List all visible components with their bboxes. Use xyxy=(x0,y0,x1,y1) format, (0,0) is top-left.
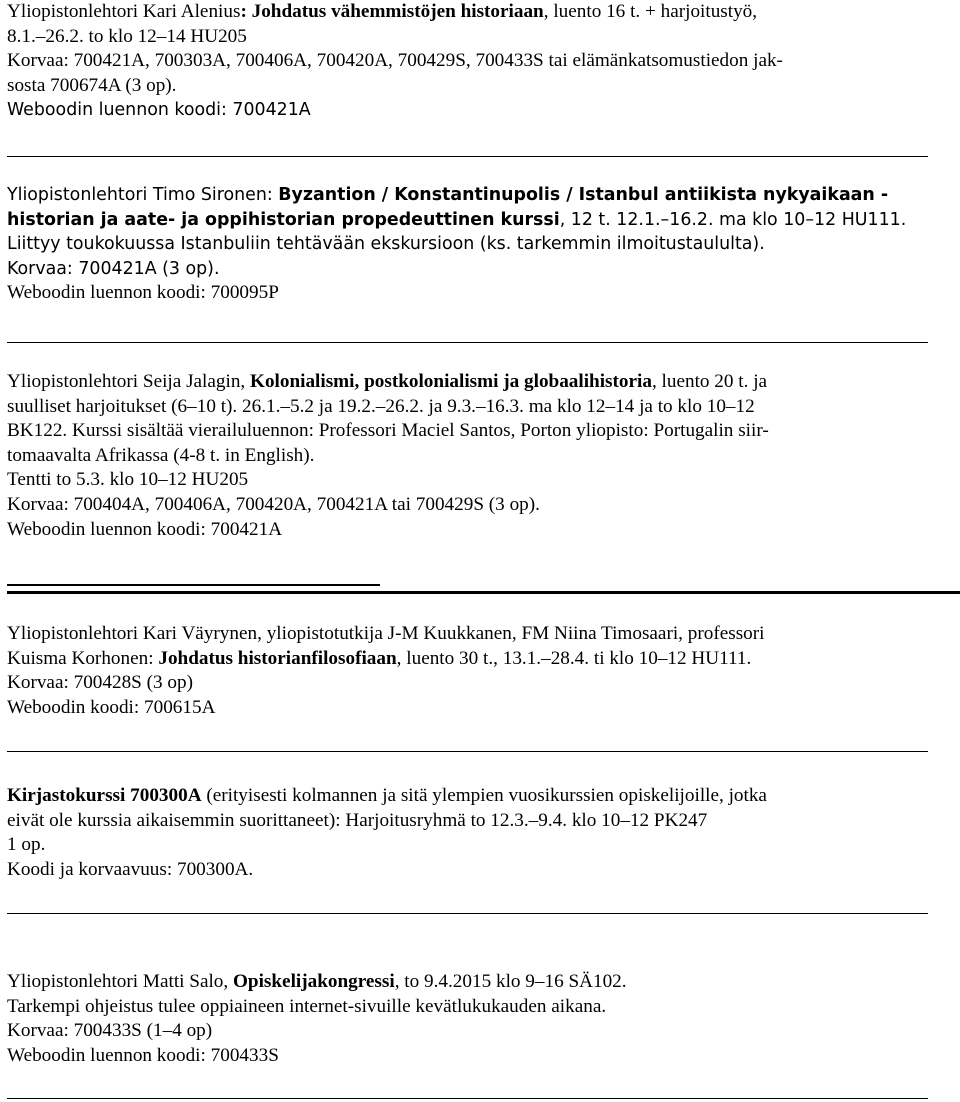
course-title: Johdatus historianfilosofiaan xyxy=(158,647,397,669)
entry-line: Yliopistonlehtori Kari Väyrynen, yliopistotutkija J-M Kuukkanen, FM Niina Timosaari, professori xyxy=(7,623,765,644)
entry-line: Korvaa: 700433S (1–4 op) xyxy=(7,1020,213,1042)
entry-line: Yliopistonlehtori Timo Sironen: Byzantion / Konstantinupolis / Istanbul antiikista nykyaikaan - xyxy=(7,185,889,205)
entry-line: Korvaa: 700421A (3 op). xyxy=(7,258,220,279)
weboodi-code: Weboodin luennon koodi: 700095P xyxy=(7,282,279,304)
entry-line: Kirjastokurssi 700300A (erityisesti kolmannen ja sitä ylempien vuosikurssien opiskelijoille, jotka xyxy=(7,785,767,806)
course-title: Kirjastokurssi 700300A xyxy=(7,785,202,806)
entry-line: Liittyy toukokuussa Istanbuliin tehtävään ekskursioon (ks. tarkemmin ilmoitustaululta). xyxy=(7,234,765,255)
course-title: historian ja aate- ja oppihistorian propedeuttinen kurssi xyxy=(7,209,560,230)
entry-line: 8.1.–26.2. to klo 12–14 HU205 xyxy=(7,25,247,47)
course-entry-vayrynen xyxy=(7,622,957,720)
entry-line: BK122. Kurssi sisältää vierailuluennon: Professori Maciel Santos, Porton yliopisto: Portugalin siir- xyxy=(7,420,769,442)
entry-line: Kuisma Korhonen: Johdatus historianfilosofiaan, luento 30 t., 13.1.–28.4. ti klo 10–12 HU111. xyxy=(7,647,752,669)
course-title: Opiskelijakongressi xyxy=(232,971,395,992)
course-title: Kolonialismi, postkolonialismi ja globaalihistoria xyxy=(250,371,652,392)
course-title: Byzantion / Konstantinupolis / Istanbul antiikista nykyaikaan - xyxy=(278,185,889,205)
separator-rule xyxy=(7,913,928,914)
separator-rule xyxy=(7,342,928,343)
weboodi-code: Weboodin luennon koodi: 700421A xyxy=(7,518,283,540)
entry-line: Koodi ja korvaavuus: 700300A. xyxy=(7,858,254,880)
entry-line: tomaavalta Afrikassa (4-8 t. in English). xyxy=(7,444,315,466)
course-entry-jalagin xyxy=(7,370,957,542)
weboodi-code: Weboodin koodi: 700615A xyxy=(7,696,216,718)
entry-line: sosta 700674A (3 op). xyxy=(7,74,177,96)
separator-rule xyxy=(7,584,380,586)
course-entry-kirjastokurssi xyxy=(7,784,957,882)
course-title: : Johdatus vähemmistöjen historiaan xyxy=(240,1,544,22)
entry-line: Yliopistonlehtori Matti Salo, Opiskelijakongressi, to 9.4.2015 klo 9–16 SÄ102. xyxy=(7,971,627,992)
course-entry-salo xyxy=(7,970,957,1068)
entry-line: 1 op. xyxy=(7,834,46,856)
entry-line: Yliopistonlehtori Seija Jalagin, Kolonialismi, postkolonialismi ja globaalihistoria, luento 20 t. ja xyxy=(7,371,768,392)
weboodi-code: Weboodin luennon koodi: 700433S xyxy=(7,1044,279,1066)
entry-line: eivät ole kurssia aikaisemmin suorittaneet): Harjoitusryhmä to 12.3.–9.4. klo 10–12 PK247 xyxy=(7,809,708,831)
separator-rule xyxy=(7,751,928,752)
entry-line: suulliset harjoitukset (6–10 t). 26.1.–5.2 ja 19.2.–26.2. ja 9.3.–16.3. ma klo 12–14 ja to klo 10–12 xyxy=(7,395,755,417)
entry-line: Korvaa: 700404A, 700406A, 700420A, 700421A tai 700429S (3 op). xyxy=(7,493,540,515)
entry-line: Yliopistonlehtori Kari Alenius: Johdatus vähemmistöjen historiaan, luento 16 t. + harjoitustyö, xyxy=(7,1,758,22)
entry-line: Korvaa: 700428S (3 op) xyxy=(7,672,193,694)
separator-rule xyxy=(7,1098,928,1099)
separator-rule xyxy=(7,156,928,157)
course-entry-sironen xyxy=(7,183,957,306)
weboodi-code: Weboodin luennon koodi: 700421A xyxy=(7,100,311,121)
entry-line: Korvaa: 700421A, 700303A, 700406A, 700420A, 700429S, 700433S tai elämänkatsomustiedon jak- xyxy=(7,50,783,72)
entry-line: historian ja aate- ja oppihistorian propedeuttinen kurssi, 12 t. 12.1.–16.2. ma klo 10–12 HU111. xyxy=(7,209,907,230)
section-divider xyxy=(7,591,960,594)
entry-line: Tentti to 5.3. klo 10–12 HU205 xyxy=(7,469,249,491)
entry-line: Tarkempi ohjeistus tulee oppiaineen internet-sivuille kevätlukukauden aikana. xyxy=(7,995,607,1017)
course-entry-alenius xyxy=(7,0,957,123)
